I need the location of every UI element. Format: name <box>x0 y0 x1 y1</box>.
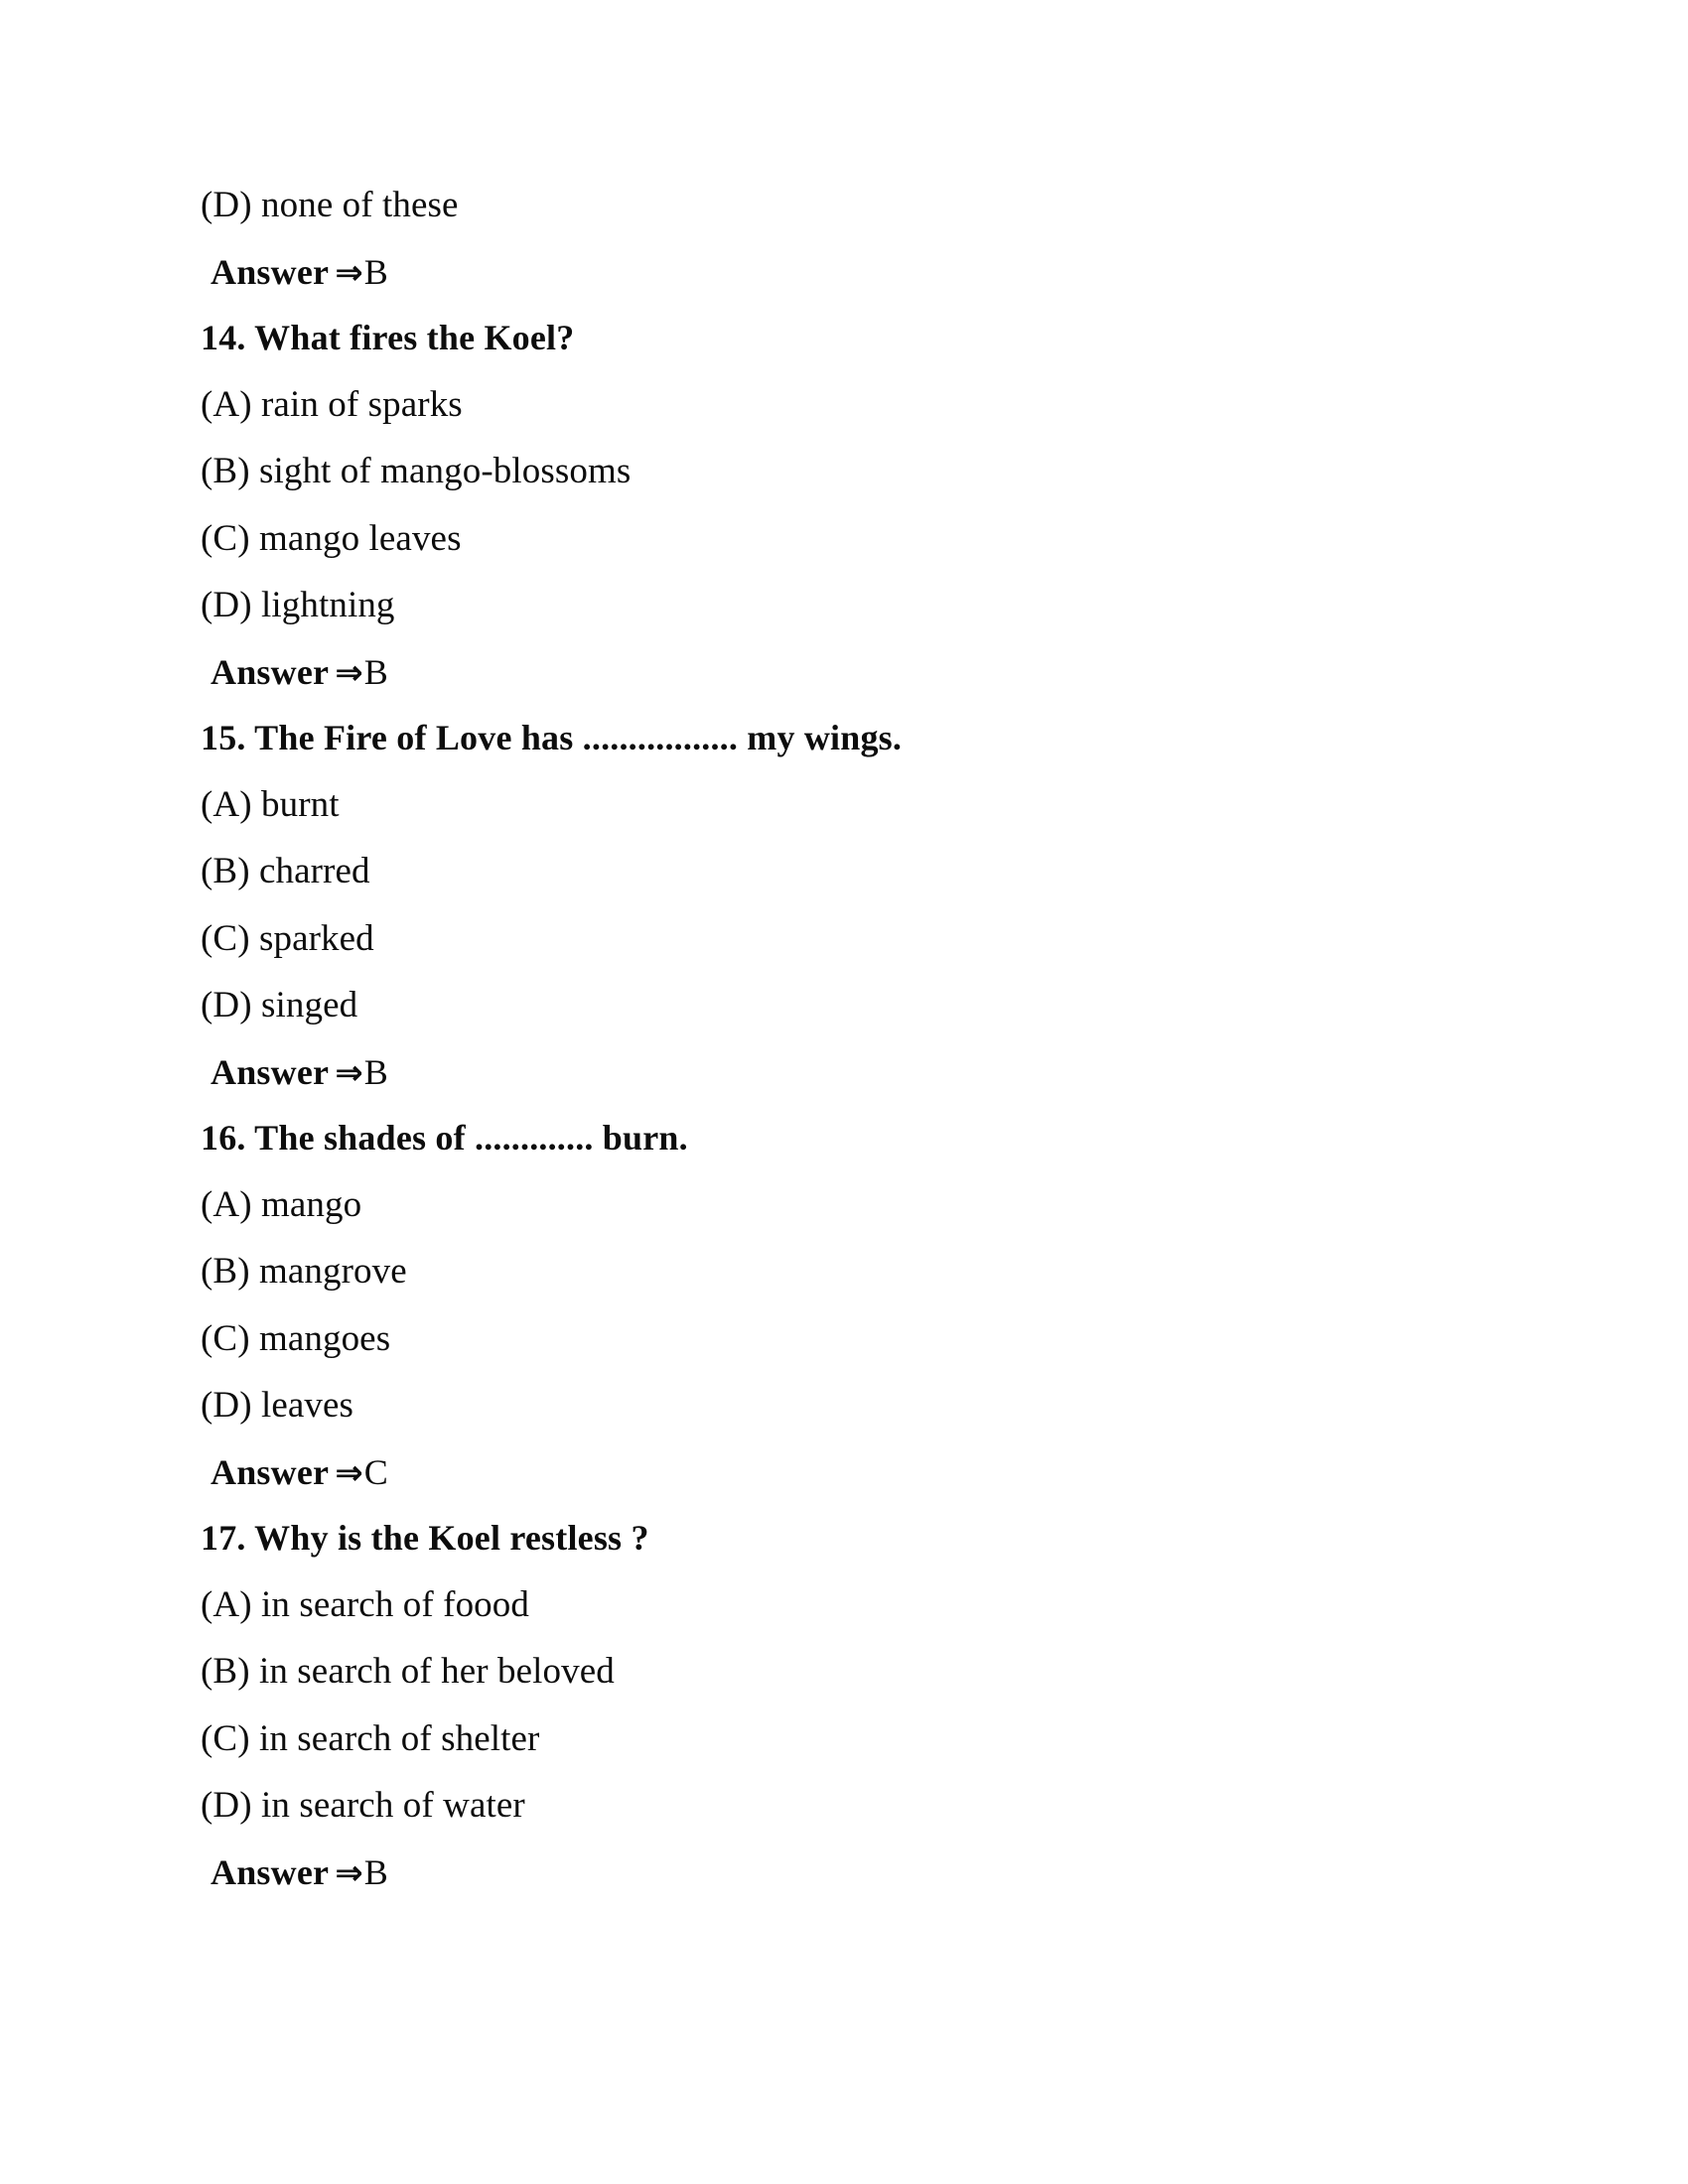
question-heading: 15. The Fire of Love has ................. my wings. <box>201 718 903 757</box>
double-arrow-icon: ⇒ <box>335 1452 363 1493</box>
double-arrow-icon: ⇒ <box>335 1052 363 1093</box>
option-line: (C) sparked <box>201 917 374 959</box>
option-line: (B) charred <box>201 851 370 891</box>
answer-line <box>201 1051 1688 1093</box>
option-line: (B) sight of mango-blossoms <box>201 451 632 491</box>
option-line: (C) in search of shelter <box>201 1717 540 1759</box>
option-line: (A) in search of foood <box>201 1583 529 1625</box>
option-line: (D) leaves <box>201 1385 354 1426</box>
answer-value: B <box>363 251 388 292</box>
option-line: (C) mangoes <box>201 1317 391 1359</box>
answer-line <box>201 1851 1688 1893</box>
answer-label: Answer <box>211 651 330 692</box>
answer-value: C <box>363 1451 388 1492</box>
question-list <box>201 185 1688 1893</box>
answer-label: Answer <box>211 251 330 292</box>
option-line: (D) lightning <box>201 585 395 625</box>
answer-value: B <box>363 651 388 692</box>
answer-line <box>201 251 1688 293</box>
option-line: (C) mango leaves <box>201 517 462 559</box>
answer-value: B <box>363 1851 388 1892</box>
answer-line <box>201 1451 1688 1493</box>
answer-label: Answer <box>211 1051 330 1092</box>
double-arrow-icon: ⇒ <box>335 1852 363 1893</box>
double-arrow-icon: ⇒ <box>335 652 363 693</box>
answer-line <box>201 651 1688 693</box>
option-line: (A) burnt <box>201 783 340 825</box>
option-line: (D) none of these <box>201 185 459 225</box>
question-heading: 16. The shades of ............. burn. <box>201 1118 688 1158</box>
option-line: (B) mangrove <box>201 1251 407 1292</box>
option-line: (A) mango <box>201 1183 362 1225</box>
option-line: (D) in search of water <box>201 1785 525 1826</box>
option-line: (D) singed <box>201 985 358 1025</box>
answer-label: Answer <box>211 1451 330 1492</box>
option-line: (B) in search of her beloved <box>201 1651 615 1692</box>
answer-value: B <box>363 1051 388 1092</box>
question-heading: 17. Why is the Koel restless ? <box>201 1518 649 1558</box>
question-heading: 14. What fires the Koel? <box>201 318 575 357</box>
double-arrow-icon: ⇒ <box>335 252 363 293</box>
answer-label: Answer <box>211 1851 330 1892</box>
option-line: (A) rain of sparks <box>201 383 463 425</box>
